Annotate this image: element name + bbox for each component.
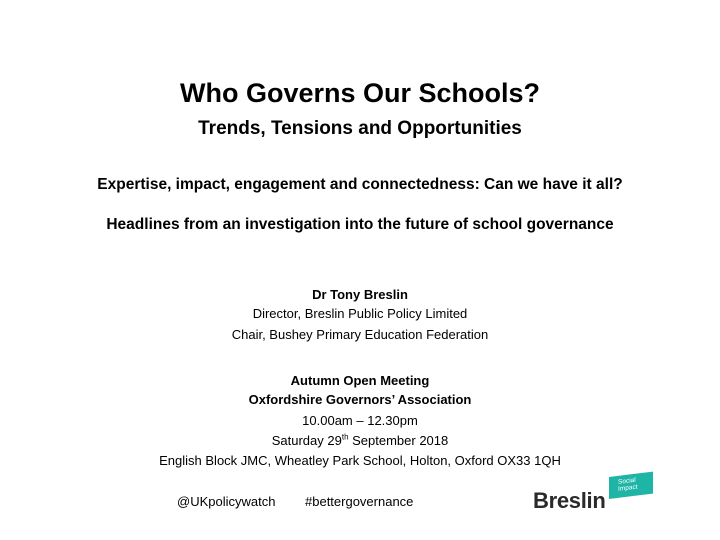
twitter-handle: @UKpolicywatch bbox=[177, 494, 276, 509]
speaker-role-chair: Chair, Bushey Primary Education Federation bbox=[231, 327, 489, 342]
event-organisation: Oxfordshire Governors’ Association bbox=[248, 392, 472, 407]
event-time: 10.00am – 12.30pm bbox=[302, 413, 418, 428]
logo-tag-line-1: Social bbox=[618, 476, 636, 486]
slide-title: Who Governs Our Schools? bbox=[179, 78, 541, 108]
slide-subtitle: Trends, Tensions and Opportunities bbox=[198, 118, 522, 139]
hashtag: #bettergovernance bbox=[305, 494, 414, 509]
logo-tag-line-2: Impact bbox=[618, 483, 638, 493]
social-impact-tag bbox=[609, 472, 653, 499]
event-date bbox=[0, 433, 720, 449]
speaker-name: Dr Tony Breslin bbox=[312, 287, 408, 302]
slide-tagline: Expertise, impact, engagement and connectedness: Can we have it all? bbox=[97, 176, 623, 193]
breslin-logo bbox=[533, 477, 673, 513]
logo-wordmark: Breslin bbox=[533, 488, 606, 513]
event-date-rest: September 2018 bbox=[348, 433, 449, 448]
event-venue: English Block JMC, Wheatley Park School, Holton, Oxford OX33 1QH bbox=[159, 453, 561, 468]
event-date-suffix: th bbox=[341, 432, 349, 442]
event-date-day: Saturday 29 bbox=[271, 433, 342, 448]
slide-headline: Headlines from an investigation into the future of school governance bbox=[106, 216, 614, 233]
event-name: Autumn Open Meeting bbox=[290, 373, 430, 388]
speaker-role-director: Director, Breslin Public Policy Limited bbox=[252, 306, 468, 321]
